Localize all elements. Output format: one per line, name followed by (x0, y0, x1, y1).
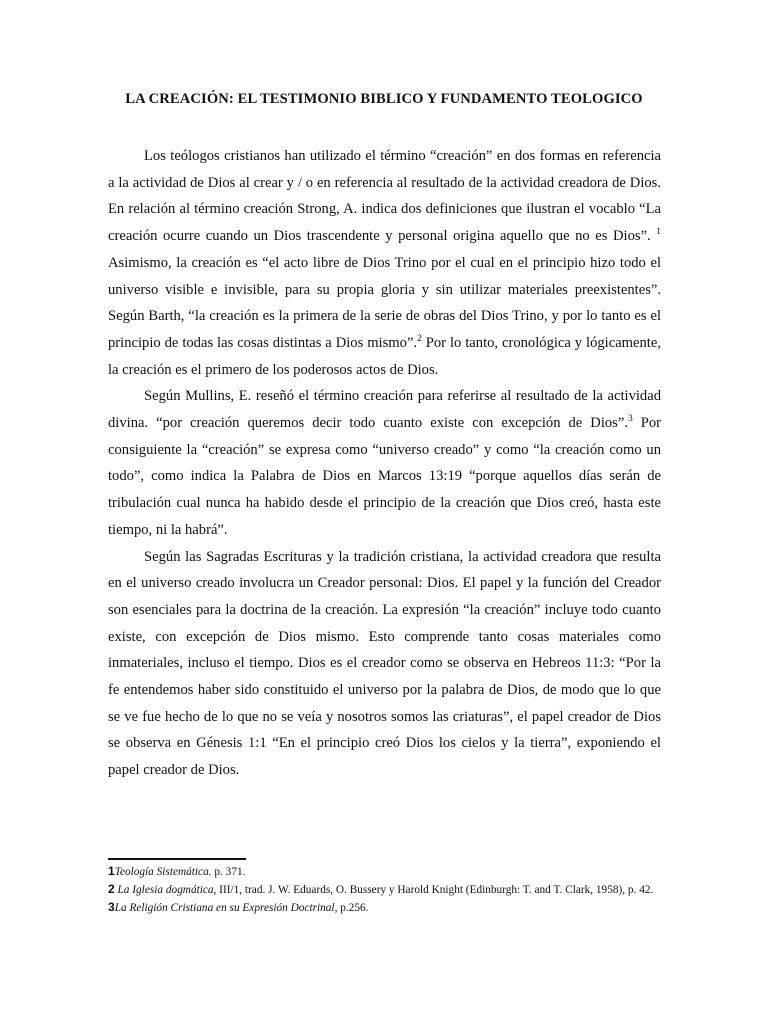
document-body (108, 143, 661, 784)
footnote-detail: , p.256. (334, 902, 369, 914)
paragraph-1-text-c: Por lo tanto, cronológica y lógicamente, la creación es el primero de los poderosos actos de Dios. (108, 334, 661, 378)
footnote-ref-2[interactable]: 2 (417, 334, 422, 345)
paragraph-2-text-b: Por consiguiente la “creación” se expresa como “universo creado” y como “la creación como un todo”, como indica la Palabra de Dios en Marcos 13:19 “porque aquellos días serán de tribulación cual nunca ha habido desde el principio de la creación que Dios creó, hasta este tiempo, ni la habrá”. (108, 415, 662, 538)
paragraph-2 (108, 383, 661, 543)
footnote-separator (108, 858, 246, 860)
footnote-ref-1[interactable]: 1 (656, 227, 661, 238)
paragraph-3 (108, 544, 661, 784)
footnote-source-title: Teología Sistemática. (114, 866, 212, 878)
paragraph-1-text-b: Asimismo, la creación es “el acto libre de Dios Trino por el cual en el principio hizo todo el universo visible e invisible, para su propia gloria y sin utilizar materiales preexistentes”. Según Barth, “la creación es la primera de la serie de obras del Dios Trino, y por lo tanto es el principio de todas las cosas distintas a Dios mismo”. (108, 254, 661, 351)
footnote-number: 2 (108, 882, 115, 896)
footnote-2 (108, 882, 661, 899)
footnote-detail: III/1, trad. J. W. Eduards, O. Bussery y Harold Knight (Edinburgh: T. and T. Clark, 1958), p. 42. (216, 884, 654, 896)
footnote-3 (108, 900, 661, 917)
footnote-ref-3[interactable]: 3 (627, 414, 633, 425)
footnote-detail: p. 371. (211, 866, 246, 878)
footnote-number: 3 (108, 900, 115, 914)
footnote-source-title: La Iglesia dogmática, (114, 884, 217, 896)
paragraph-1 (108, 143, 661, 383)
paragraph-3-text: Según las Sagradas Escrituras y la tradición cristiana, la actividad creadora que resulta en el universo creado involucra un Creador personal: Dios. El papel y la función del Creador son esenciales para la doctrina de la creación. La expresión “la creación” incluye todo cuanto existe, con excepción de Dios mismo. Esto comprende tanto cosas materiales como inmateriales, incluso el tiempo. Dios es el creador como se observa en Hebreos 11:3: “Por la fe entendemos haber sido constituido el universo por la palabra de Dios, de modo que lo que se ve fue hecho de lo que no se veía y nosotros somos las criaturas”, el papel creador de Dios se observa en Génesis 1:1 “En el principio creó Dios los cielos y la tierra”, exponiendo el papel creador de Dios. (108, 548, 661, 779)
paragraph-2-text-a: Según Mullins, E. reseñó el término creación para referirse al resultado de la actividad divina. “por creación queremos decir todo cuanto existe con excepción de Dios”. (108, 388, 661, 432)
document-title: LA CREACIÓN: EL TESTIMONIO BIBLICO Y FUNDAMENTO TEOLOGICO (125, 91, 643, 107)
footnote-source-title: La Religión Cristiana en su Expresión Doctrinal (114, 902, 335, 914)
footnotes (108, 864, 661, 918)
footnote-number: 1 (108, 864, 115, 878)
footnote-1 (108, 864, 661, 881)
paragraph-1-text-a: Los teólogos cristianos han utilizado el término “creación” en dos formas en referencia a la actividad de Dios al crear y / o en referencia al resultado de la actividad creadora de Dios. En relación al término creación Strong, A. indica dos definiciones que ilustran el vocablo “La creación ocurre cuando un Dios trascendente y personal origina aquello que no es Dios”. (108, 148, 661, 245)
